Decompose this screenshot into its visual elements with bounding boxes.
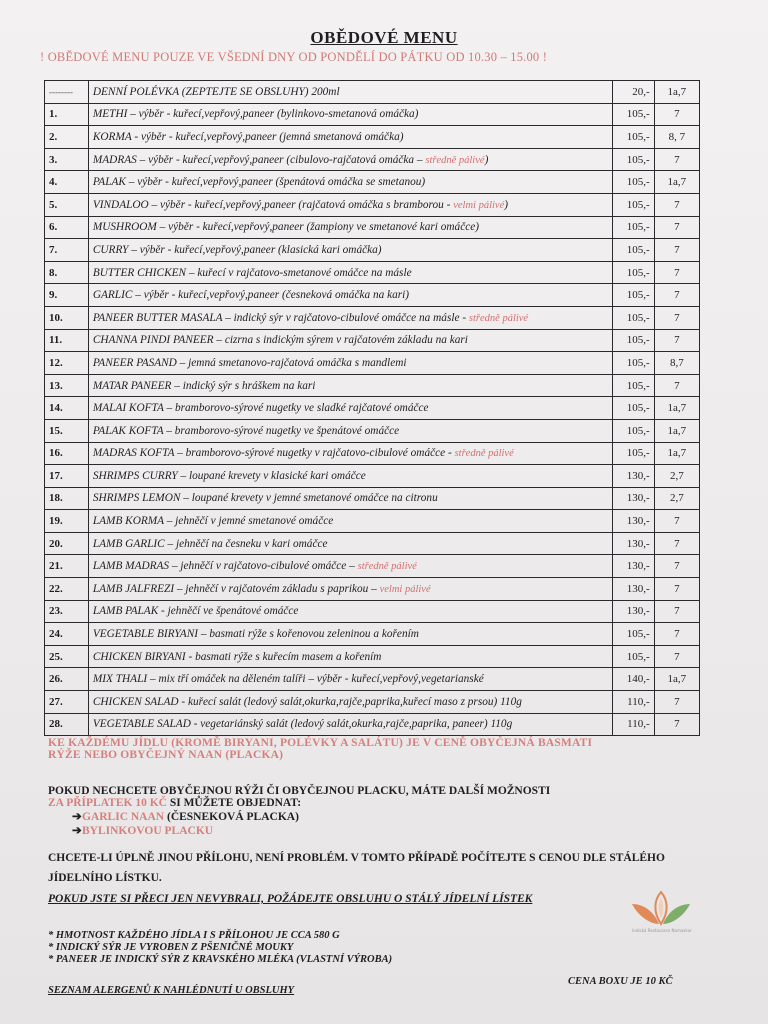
dish-number: 17. xyxy=(45,465,89,488)
dish-price: 105,- xyxy=(612,419,654,442)
dish-description-cell xyxy=(88,261,612,284)
soup-number: -------- xyxy=(45,81,89,104)
dish-price: 130,- xyxy=(612,510,654,533)
dish-allergens: 1a,7 xyxy=(654,668,699,691)
spiciness-label: středně pálivé xyxy=(425,154,485,166)
dish-name: BUTTER CHICKEN xyxy=(92,266,187,279)
dish-number: 9. xyxy=(45,284,89,307)
dish-description: – indický sýr v rajčatovo-cibulové omáčce na másle - xyxy=(222,311,469,324)
dish-allergens: 1a,7 xyxy=(654,171,699,194)
menu-row xyxy=(45,465,700,488)
dish-allergens: 7 xyxy=(654,284,699,307)
dish-description: – bramborovo-sýrové nugetky v rajčatovo-cibulové omáčce - xyxy=(174,447,455,460)
dish-price: 140,- xyxy=(612,668,654,691)
dish-price: 110,- xyxy=(612,713,654,736)
dish-allergens: 2,7 xyxy=(654,465,699,488)
menu-row xyxy=(45,306,700,329)
dish-allergens: 7 xyxy=(654,713,699,736)
dish-allergens: 2,7 xyxy=(654,487,699,510)
dish-description: – loupané krevety v klasické kari omáčce xyxy=(177,469,366,482)
dish-allergens: 7 xyxy=(654,510,699,533)
box-price: CENA BOXU JE 10 KČ xyxy=(568,976,673,987)
dish-name: MALAI KOFTA xyxy=(92,402,164,415)
spiciness-label: středně pálivé xyxy=(454,448,514,460)
dish-description: – výběr - kuřecí,vepřový,paneer (žampiony ve smetanové kari omáčce) xyxy=(156,221,479,234)
dish-number: 19. xyxy=(45,510,89,533)
dish-name: CHICKEN BIRYANI xyxy=(92,650,186,663)
ask-menu-note: POKUD JSTE SI PŘECI JEN NEVYBRALI, POŽÁDEJTE OBSLUHU O STÁLÝ JÍDELNÍ LÍSTEK xyxy=(48,893,533,905)
dish-description-cell xyxy=(88,171,612,194)
menu-row xyxy=(45,578,700,601)
dish-name: MIX THALI xyxy=(92,673,148,686)
dish-allergens: 7 xyxy=(654,103,699,126)
dish-price: 105,- xyxy=(612,103,654,126)
menu-row xyxy=(45,193,700,216)
menu-row xyxy=(45,171,700,194)
dish-price: 130,- xyxy=(612,555,654,578)
dish-price: 105,- xyxy=(612,442,654,465)
dish-price: 105,- xyxy=(612,645,654,668)
dish-name: PANEER PASAND xyxy=(92,356,177,369)
dish-name: GARLIC xyxy=(92,289,133,302)
dish-allergens: 1a,7 xyxy=(654,419,699,442)
dish-description: – výběr - kuřecí,vepřový,paneer (cibulovo-rajčatová omáčka – xyxy=(136,153,426,166)
menu-row xyxy=(45,397,700,420)
dish-allergens: 1a,7 xyxy=(654,442,699,465)
menu-row xyxy=(45,419,700,442)
dish-number: 24. xyxy=(45,623,89,646)
dish-price: 105,- xyxy=(612,306,654,329)
options-intro: POKUD NECHCETE OBYČEJNOU RÝŽI ČI OBYČEJNOU PLACKU, MÁTE DALŠÍ MOŽNOSTI xyxy=(48,785,551,797)
dish-description: – jehněčí v jemné smetanové omáčce xyxy=(163,515,334,528)
dish-number: 13. xyxy=(45,374,89,397)
footnote-cheese-flour: * INDICKÝ SÝR JE VYROBEN Z PŠENIČNÉ MOUKY xyxy=(48,942,294,953)
dish-allergens: 8,7 xyxy=(654,352,699,375)
spiciness-label: velmi pálivé xyxy=(453,199,505,211)
dish-number: 26. xyxy=(45,668,89,691)
dish-name: SHRIMPS LEMON xyxy=(92,492,181,505)
dish-description-cell xyxy=(88,510,612,533)
dish-price: 105,- xyxy=(612,193,654,216)
footnote-paneer: * PANEER JE INDICKÝ SÝR Z KRAVSKÉHO MLÉKA (VLASTNÍ VÝROBA) xyxy=(48,954,393,965)
dish-description: – bramborovo-sýrové nugetky ve špenátové omáčce xyxy=(163,424,400,437)
dish-name: MADRAS KOFTA xyxy=(92,447,175,460)
dish-number: 11. xyxy=(45,329,89,352)
dish-number: 22. xyxy=(45,578,89,601)
soup-row xyxy=(45,81,700,104)
dish-price: 105,- xyxy=(612,148,654,171)
dish-description-cell xyxy=(88,442,612,465)
dish-allergens: 7 xyxy=(654,216,699,239)
dish-number: 2. xyxy=(45,126,89,149)
dish-name: VEGETABLE SALAD xyxy=(92,718,191,731)
dish-name: PALAK xyxy=(92,176,126,189)
dish-description: – bramborovo-sýrové nugetky ve sladké rajčatové omáčce xyxy=(163,402,429,415)
dish-description-cell xyxy=(88,465,612,488)
arrow-right-icon: ➔ xyxy=(72,811,82,823)
menu-row xyxy=(45,284,700,307)
dish-allergens: 1a,7 xyxy=(654,397,699,420)
dish-number: 12. xyxy=(45,352,89,375)
dish-number: 16. xyxy=(45,442,89,465)
dish-number: 5. xyxy=(45,193,89,216)
dish-number: 27. xyxy=(45,691,89,714)
dish-number: 4. xyxy=(45,171,89,194)
dish-number: 15. xyxy=(45,419,89,442)
surcharge-text: ZA PŘÍPLATEK 10 KČ xyxy=(48,797,167,809)
menu-row xyxy=(45,668,700,691)
dish-description-cell xyxy=(88,374,612,397)
spiciness-label: středně pálivé xyxy=(468,312,529,324)
dish-description: – výběr - kuřecí,vepřový,paneer (bylinkovo-smetanová omáčka) xyxy=(127,108,419,121)
dish-name: LAMB JALFREZI xyxy=(92,582,175,595)
dish-name: CURRY xyxy=(92,243,129,256)
dish-description-cell xyxy=(88,691,612,714)
dish-description-cell xyxy=(88,623,612,646)
dish-name: CHANNA PINDI PANEER xyxy=(92,334,214,347)
dish-price: 130,- xyxy=(612,465,654,488)
dish-description: – cizrna s indickým sýrem v rajčatovém základu na kari xyxy=(213,334,468,347)
menu-row xyxy=(45,329,700,352)
dish-name: LAMB MADRAS xyxy=(92,560,170,573)
menu-row xyxy=(45,374,700,397)
dish-description: – výběr - kuřecí,vepřový,paneer (špenátová omáčka se smetanou) xyxy=(125,176,426,189)
dish-name: VEGETABLE BIRYANI xyxy=(92,628,199,641)
dish-name: LAMB GARLIC xyxy=(92,537,165,550)
option-herb-bread xyxy=(48,823,708,837)
dish-number: 28. xyxy=(45,713,89,736)
dish-name: PALAK KOFTA xyxy=(92,424,164,437)
dish-name: SHRIMPS CURRY xyxy=(92,469,178,482)
dish-allergens: 7 xyxy=(654,623,699,646)
dish-number: 7. xyxy=(45,239,89,262)
dish-number: 1. xyxy=(45,103,89,126)
dish-description: – jehněčí v rajčatovo-cibulové omáčce – xyxy=(169,560,358,573)
garlic-naan-note: (ČESNEKOVÁ PLACKA) xyxy=(164,811,299,823)
other-side-dish-note: CHCETE-LI ÚPLNĚ JINOU PŘÍLOHU, NENÍ PROBLÉM. V TOMTO PŘÍPADĚ POČÍTEJTE S CENOU DLE STÁLÉHO JÍDELNÍHO LÍSTKU. xyxy=(48,852,665,884)
dish-price: 105,- xyxy=(612,374,654,397)
dish-name: VINDALOO xyxy=(92,198,149,211)
menu-row xyxy=(45,510,700,533)
dish-description-cell xyxy=(88,578,612,601)
menu-row xyxy=(45,487,700,510)
dish-description: - kuřecí salát (ledový salát,okurka,rajče,paprika,kuřecí maso z prsou) 110g xyxy=(178,695,522,708)
dish-allergens: 7 xyxy=(654,239,699,262)
garlic-naan-label: GARLIC NAAN xyxy=(82,811,165,823)
dish-allergens: 8, 7 xyxy=(654,126,699,149)
dish-number: 18. xyxy=(45,487,89,510)
dish-price: 105,- xyxy=(612,623,654,646)
dish-allergens: 7 xyxy=(654,600,699,623)
dish-price: 105,- xyxy=(612,126,654,149)
menu-row xyxy=(45,148,700,171)
dish-description-cell xyxy=(88,193,612,216)
menu-row xyxy=(45,261,700,284)
dish-number: 23. xyxy=(45,600,89,623)
dish-description-cell xyxy=(88,487,612,510)
dish-description-cell xyxy=(88,645,612,668)
dish-description-tail: ) xyxy=(504,198,509,211)
menu-row xyxy=(45,691,700,714)
dish-name: CHICKEN SALAD xyxy=(92,695,179,708)
dish-price: 130,- xyxy=(612,578,654,601)
dish-price: 130,- xyxy=(612,532,654,555)
footnotes xyxy=(48,930,392,966)
weekday-notice: ! OBĚDOVÉ MENU POUZE VE VŠEDNÍ DNY OD PONDĚLÍ DO PÁTKU OD 10.30 – 15.00 ! xyxy=(40,50,548,64)
dish-price: 105,- xyxy=(612,171,654,194)
dish-allergens: 7 xyxy=(654,374,699,397)
dish-description: – loupané krevety v jemné smetanové omáčce na citronu xyxy=(180,492,438,505)
dish-name: KORMA xyxy=(92,130,132,143)
dish-allergens: 7 xyxy=(654,691,699,714)
menu-row xyxy=(45,600,700,623)
menu-row xyxy=(45,645,700,668)
order-text: SI MŮŽETE OBJEDNAT: xyxy=(166,797,302,809)
dish-name: LAMB KORMA xyxy=(92,515,164,528)
arrow-right-icon: ➔ xyxy=(72,825,82,837)
dish-price: 105,- xyxy=(612,352,654,375)
spiciness-label: velmi pálivé xyxy=(379,583,431,595)
allergens-note: SEZNAM ALERGENŮ K NAHLÉDNUTÍ U OBSLUHY xyxy=(48,985,295,996)
soup-name: DENNÍ POLÉVKA (ZEPTEJTE SE OBSLUHY) 200ml xyxy=(88,81,612,104)
menu-row xyxy=(45,126,700,149)
dish-description-cell xyxy=(88,713,612,736)
dish-description-cell xyxy=(88,419,612,442)
dish-description-cell xyxy=(88,532,612,555)
dish-description-cell xyxy=(88,216,612,239)
dish-allergens: 7 xyxy=(654,645,699,668)
dish-description: – jemná smetanovo-rajčatová omáčka s mandlemi xyxy=(176,356,407,369)
footnote-weight: * HMOTNOST KAŽDÉHO JÍDLA I S PŘÍLOHOU JE CCA 580 G xyxy=(48,930,340,941)
spiciness-label: středně pálivé xyxy=(357,561,417,573)
dish-description: - výběr - kuřecí,vepřový,paneer (jemná smetanová omáčka) xyxy=(131,130,404,143)
dish-description-cell xyxy=(88,148,612,171)
page-title: OBĚDOVÉ MENU xyxy=(310,28,458,47)
dish-description: – indický sýr s hráškem na kari xyxy=(171,379,316,392)
dish-description-cell xyxy=(88,668,612,691)
menu-row xyxy=(45,532,700,555)
menu-row xyxy=(45,713,700,736)
dish-description: - basmati rýže s kuřecím masem a kořením xyxy=(185,650,382,663)
dish-number: 10. xyxy=(45,306,89,329)
dish-description-cell xyxy=(88,126,612,149)
dish-allergens: 7 xyxy=(654,532,699,555)
herb-bread-label: BYLINKOVOU PLACKU xyxy=(82,825,214,837)
menu-table xyxy=(44,80,700,736)
menu-row xyxy=(45,623,700,646)
dish-name: LAMB PALAK xyxy=(92,605,159,618)
dish-number: 25. xyxy=(45,645,89,668)
dish-description-cell xyxy=(88,352,612,375)
soup-allergens: 1a,7 xyxy=(654,81,699,104)
dish-description: – jehněčí na česneku v kari omáčce xyxy=(164,537,328,550)
dish-number: 20. xyxy=(45,532,89,555)
menu-row xyxy=(45,555,700,578)
dish-price: 105,- xyxy=(612,329,654,352)
soup-price: 20,- xyxy=(612,81,654,104)
dish-description: – jehněčí v rajčatovém základu s paprikou – xyxy=(174,582,380,595)
option-garlic-naan xyxy=(48,809,708,823)
dish-name: PANEER BUTTER MASALA xyxy=(92,311,223,324)
dish-description-cell xyxy=(88,397,612,420)
dish-description-cell xyxy=(88,284,612,307)
dish-price: 105,- xyxy=(612,261,654,284)
dish-number: 6. xyxy=(45,216,89,239)
dish-price: 130,- xyxy=(612,600,654,623)
dish-number: 14. xyxy=(45,397,89,420)
dish-allergens: 7 xyxy=(654,193,699,216)
menu-row xyxy=(45,442,700,465)
dish-description: – výběr - kuřecí,vepřový,paneer (česneková omáčka na kari) xyxy=(132,289,410,302)
rice-note-line-1: KE KAŽDÉMU JÍDLU (KROMĚ BIRYANI, POLÉVKY A SALÁTU) JE V CENĚ OBYČEJNÁ BASMATI xyxy=(48,737,593,749)
rice-note-line-2: RÝŽE NEBO OBYČEJNÝ NAAN (PLACKA) xyxy=(48,749,284,761)
logo-caption: Indická Restaurace Namaskar xyxy=(632,928,692,933)
dish-description: - jehněčí ve špenátové omáčce xyxy=(158,605,299,618)
dish-number: 21. xyxy=(45,555,89,578)
dish-description-cell xyxy=(88,239,612,262)
dish-allergens: 7 xyxy=(654,148,699,171)
dish-description: – mix tří omáček na děleném talíři – výběr - kuřecí,vepřový,vegetarianské xyxy=(147,673,484,686)
dish-description-cell xyxy=(88,555,612,578)
dish-description-cell xyxy=(88,306,612,329)
dish-price: 110,- xyxy=(612,691,654,714)
dish-description: - vegetariánský salát (ledový salát,okurka,rajče,paprika, paneer) 110g xyxy=(190,718,513,731)
dish-price: 130,- xyxy=(612,487,654,510)
dish-description: – basmati rýže s kořenovou zeleninou a kořením xyxy=(198,628,419,641)
menu-row xyxy=(45,103,700,126)
dish-price: 105,- xyxy=(612,239,654,262)
dish-number: 3. xyxy=(45,148,89,171)
dish-allergens: 7 xyxy=(654,555,699,578)
dish-name: METHI xyxy=(92,108,128,121)
options-surcharge-line xyxy=(48,797,708,809)
dish-description-cell xyxy=(88,600,612,623)
menu-row xyxy=(45,352,700,375)
dish-name: MADRAS xyxy=(92,153,137,166)
menu-row xyxy=(45,239,700,262)
dish-allergens: 7 xyxy=(654,261,699,284)
dish-description-cell xyxy=(88,329,612,352)
dish-name: MATAR PANEER xyxy=(92,379,172,392)
rice-included-note xyxy=(48,737,708,761)
dish-price: 105,- xyxy=(612,284,654,307)
dish-allergens: 7 xyxy=(654,329,699,352)
dish-number: 8. xyxy=(45,261,89,284)
dish-description: – kuřecí v rajčatovo-smetanové omáčce na másle xyxy=(186,266,412,279)
dish-description: – výběr - kuřecí,vepřový,paneer (rajčatová omáčka s bramborou - xyxy=(148,198,454,211)
dish-description-tail: ) xyxy=(484,153,489,166)
dish-name: MUSHROOM xyxy=(92,221,157,234)
menu-row xyxy=(45,216,700,239)
dish-description: – výběr - kuřecí,vepřový,paneer (klasická kari omáčka) xyxy=(128,243,382,256)
dish-price: 105,- xyxy=(612,216,654,239)
dish-allergens: 7 xyxy=(654,578,699,601)
dish-description-cell xyxy=(88,103,612,126)
dish-price: 105,- xyxy=(612,397,654,420)
dish-allergens: 7 xyxy=(654,306,699,329)
side-options xyxy=(48,785,708,837)
